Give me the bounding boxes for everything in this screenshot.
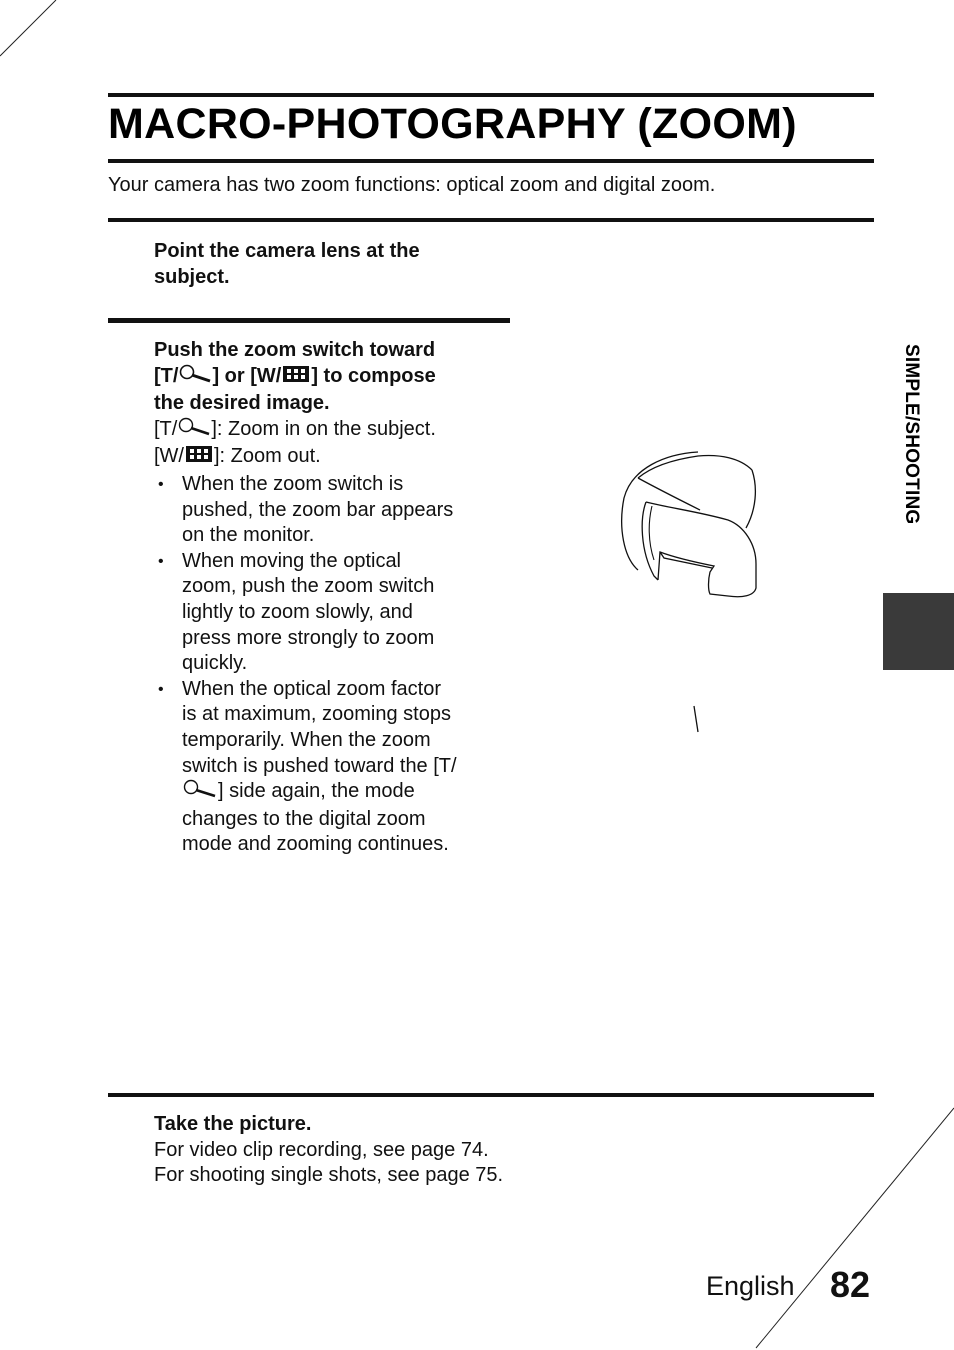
wide-description xyxy=(154,444,494,472)
bullet-3-line: is at maximum, zooming stops xyxy=(182,703,451,726)
tele-open: [T/ xyxy=(154,417,178,440)
step-2-heading-2 xyxy=(154,364,494,392)
intro-text: Your camera has two zoom functions: optical zoom and digital zoom. xyxy=(108,174,716,196)
heading-t-open: [T/ xyxy=(154,364,179,387)
wide-text: ]: Zoom out. xyxy=(214,445,321,468)
bullet-1-line: • When the zoom switch is xyxy=(182,472,404,495)
bullet-2-line: quickly. xyxy=(182,652,248,675)
bullet-3-line: mode and zooming continues. xyxy=(182,833,449,856)
bullet-2-line: • When moving the optical xyxy=(182,549,402,572)
step-3-line-1: For video clip recording, see page 74. xyxy=(154,1138,489,1161)
footer-language: English xyxy=(706,1271,795,1301)
bullet-item-2 xyxy=(154,549,494,677)
section-rule-3 xyxy=(108,1093,874,1097)
title-rule-top xyxy=(108,93,874,97)
step-1 xyxy=(154,239,494,290)
section-side-tab xyxy=(883,593,954,670)
page-title: MACRO-PHOTOGRAPHY (ZOOM) xyxy=(108,100,797,148)
tele-text: ]: Zoom in on the subject. xyxy=(211,417,436,440)
tele-description xyxy=(154,417,494,445)
bullet-3-line: changes to the digital zoom xyxy=(182,807,426,830)
section-rule-2 xyxy=(108,318,510,323)
bullet-2-line: lightly to zoom slowly, and xyxy=(182,600,413,623)
page-number: 82 xyxy=(830,1264,871,1305)
bullet-2-line: press more strongly to zoom xyxy=(182,626,435,649)
step-2-heading-3: the desired image. xyxy=(154,392,330,415)
step-3-heading: Take the picture. xyxy=(154,1113,312,1135)
grid-wide-icon xyxy=(184,444,214,472)
title-rule-bottom xyxy=(108,159,874,163)
bullet-3-line: switch is pushed toward the [T/ xyxy=(182,754,457,777)
magnifier-tele-icon xyxy=(182,779,218,807)
step-3-line-2: For shooting single shots, see page 75. xyxy=(154,1164,504,1187)
magnifier-tele-icon xyxy=(178,364,212,392)
bullet-3-line: temporarily. When the zoom xyxy=(182,728,431,751)
section-side-label: SIMPLE/SHOOTING xyxy=(901,344,922,525)
bullet-2-line: zoom, push the zoom switch xyxy=(182,575,435,598)
step-1-line-1: Point the camera lens at the xyxy=(154,240,420,262)
crop-mark-bottom-right xyxy=(750,1105,954,1350)
camera-zoom-switch-illustration xyxy=(610,440,770,740)
step-2-heading-1: Push the zoom switch toward xyxy=(154,339,436,361)
step-3 xyxy=(154,1112,674,1189)
grid-wide-icon xyxy=(281,364,311,392)
bullet-3-line: • When the optical zoom factor xyxy=(182,677,442,700)
heading-to-compose: ] to compose xyxy=(311,364,436,387)
bullet-3-tail: ] side again, the mode xyxy=(218,780,415,803)
bullet-item-3 xyxy=(154,677,494,858)
bullet-item-1 xyxy=(154,472,494,549)
bullet-3-icon-line xyxy=(182,779,494,807)
bullet-1-line: on the monitor. xyxy=(182,524,315,547)
heading-or-w: ] or [W/ xyxy=(212,364,282,387)
bullet-1-line: pushed, the zoom bar appears xyxy=(182,498,454,521)
magnifier-tele-icon xyxy=(177,417,211,445)
wide-open: [W/ xyxy=(154,445,184,468)
step-2 xyxy=(154,338,494,858)
section-rule-1 xyxy=(108,218,874,222)
step-1-line-2: subject. xyxy=(154,265,230,288)
crop-mark-top-left xyxy=(0,0,70,70)
